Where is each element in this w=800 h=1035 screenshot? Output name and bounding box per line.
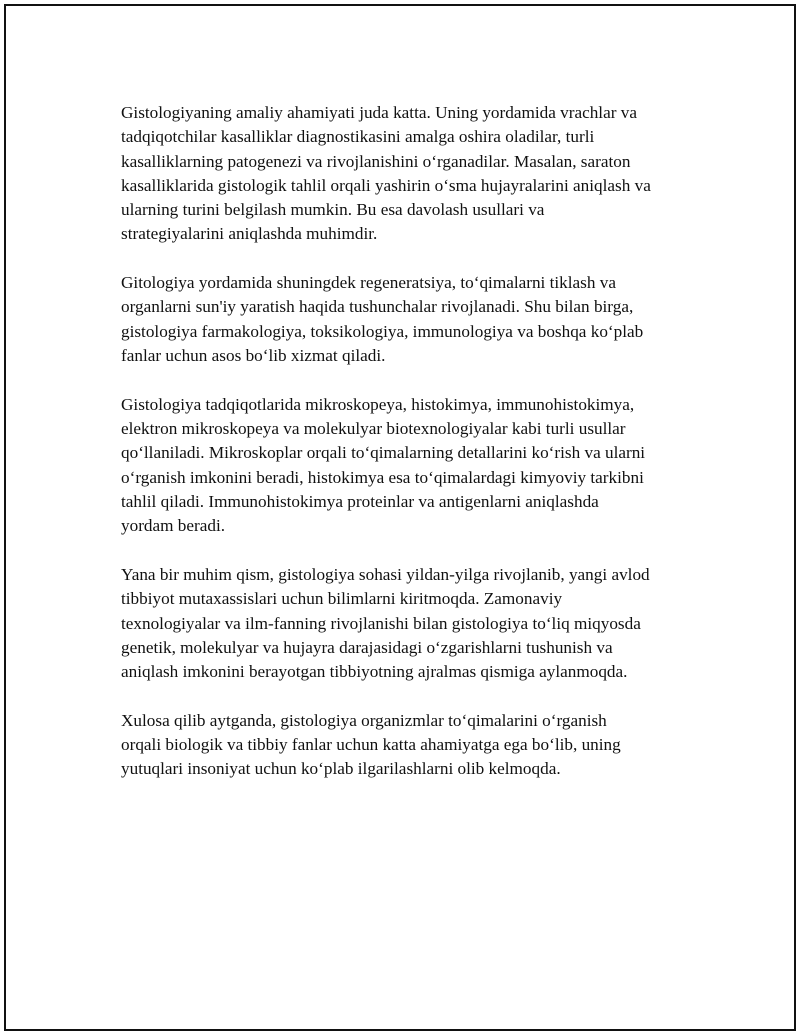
page-frame: [4, 4, 796, 1031]
text-line: o‘rganish imkonini beradi, histokimya esa to‘qimalardagi kimyoviy tarkibni: [121, 467, 644, 487]
text-line: yutuqlari insoniyat uchun ko‘plab ilgarilashlarni olib kelmoqda.: [121, 759, 561, 779]
paragraph-2: [121, 271, 701, 368]
paragraph-1: [121, 101, 701, 247]
text-line: yordam beradi.: [121, 516, 226, 536]
text-line: gistologiya farmakologiya, toksikologiya, immunologiya va boshqa ko‘plab: [121, 321, 644, 341]
text-line: Xulosa qilib aytganda, gistologiya organizmlar to‘qimalarini o‘rganish: [121, 710, 607, 730]
text-line: texnologiyalar va ilm-fanning rivojlanishi bilan gistologiya to‘liq miqyosda: [121, 613, 641, 633]
text-line: aniqlash imkonini berayotgan tibbiyotning ajralmas qismiga aylanmoqda.: [121, 662, 628, 682]
text-line: tahlil qiladi. Immunohistokimya proteinlar va antigenlarni aniqlashda: [121, 491, 599, 511]
text-line: tibbiyot mutaxassislari uchun bilimlarni kiritmoqda. Zamonaviy: [121, 589, 563, 609]
paragraph-3: [121, 393, 701, 539]
text-line: kasalliklarida gistologik tahlil orqali yashirin o‘sma hujayralarini aniqlash va: [121, 175, 651, 195]
text-line: genetik, molekulyar va hujayra darajasidagi o‘zgarishlarni tushunish va: [121, 637, 613, 657]
text-line: kasalliklarning patogenezi va rivojlanishini o‘rganadilar. Masalan, saraton: [121, 151, 631, 171]
text-line: tadqiqotchilar kasalliklar diagnostikasini amalga oshira oladilar, turli: [121, 127, 595, 147]
paragraph-4: [121, 563, 701, 684]
paragraph-5: [121, 709, 701, 782]
document-body: [121, 101, 701, 806]
text-line: orqali biologik va tibbiy fanlar uchun katta ahamiyatga ega bo‘lib, uning: [121, 735, 621, 755]
text-line: strategiyalarini aniqlashda muhimdir.: [121, 224, 378, 244]
text-line: Gistologiyaning amaliy ahamiyati juda katta. Uning yordamida vrachlar va: [121, 103, 637, 122]
text-line: Gitologiya yordamida shuningdek regeneratsiya, to‘qimalarni tiklash va: [121, 273, 616, 293]
text-line: fanlar uchun asos bo‘lib xizmat qiladi.: [121, 346, 386, 366]
text-line: Gistologiya tadqiqotlarida mikroskopeya, histokimya, immunohistokimya,: [121, 394, 635, 414]
text-line: ularning turini belgilash mumkin. Bu esa davolash usullari va: [121, 200, 545, 220]
text-line: elektron mikroskopeya va molekulyar biotexnologiyalar kabi turli usullar: [121, 419, 626, 439]
text-line: organlarni sun'iy yaratish haqida tushunchalar rivojlanadi. Shu bilan birga,: [121, 297, 634, 317]
text-line: qo‘llaniladi. Mikroskoplar orqali to‘qimalarning detallarini ko‘rish va ularni: [121, 443, 646, 463]
text-line: Yana bir muhim qism, gistologiya sohasi yildan-yilga rivojlanib, yangi avlod: [121, 564, 650, 584]
